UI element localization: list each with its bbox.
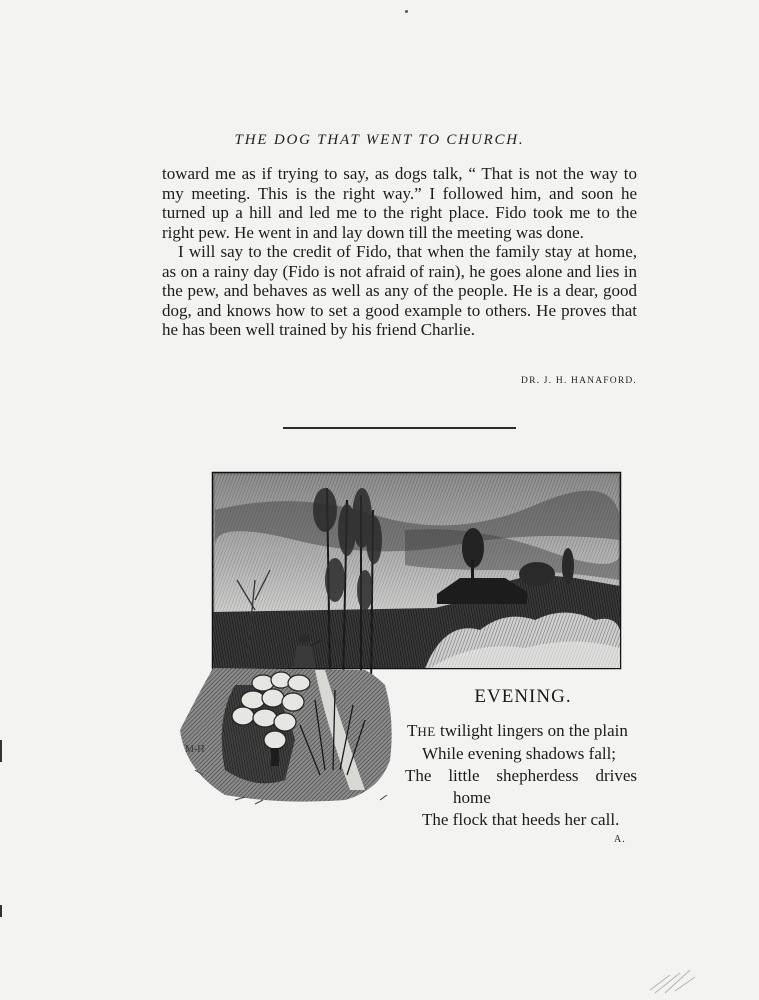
engraver-mark: M-H [185,744,205,755]
author-credit: DR. J. H. HANAFORD. [521,376,637,386]
poem-signature: A. [614,834,626,845]
section-divider [283,427,516,429]
poem-line: home [453,788,491,807]
poem-line: The little shepherdess drives [405,766,637,785]
poem-line: While evening shadows fall; [422,744,617,763]
article-body [162,164,637,340]
poem-line: The flock that heeds her call. [422,810,620,829]
page-smudge [640,955,700,995]
drop-cap: T [407,721,418,740]
running-head: THE DOG THAT WENT TO CHURCH. [234,132,525,148]
scan-edge-mark [0,740,2,762]
poem-body [405,720,637,831]
small-caps: HE [417,724,436,739]
poem-line-text: twilight lingers on the plain [435,721,628,740]
poem-title: EVENING. [474,686,572,707]
paragraph: I will say to the credit of Fido, that when the family stay at home, as on a rainy day (Fido is not afraid of rain), he goes alone and lies in the pew, and behaves as well as any of the people. He is a dear, good dog, and knows how to set a good example to others. He proves that he has been well trained by his friend Charlie. [162,242,637,339]
paragraph: toward me as if trying to say, as dogs talk, “ That is not the way to my meeting. This is the right way.” I followed him, and soon he turned up a hill and led me to the right place. Fido took me to the right pew. He went in and lay down till the meeting was done. [162,164,637,242]
page-speck [405,10,408,13]
poem-line [405,720,637,743]
scan-edge-mark [0,905,2,917]
